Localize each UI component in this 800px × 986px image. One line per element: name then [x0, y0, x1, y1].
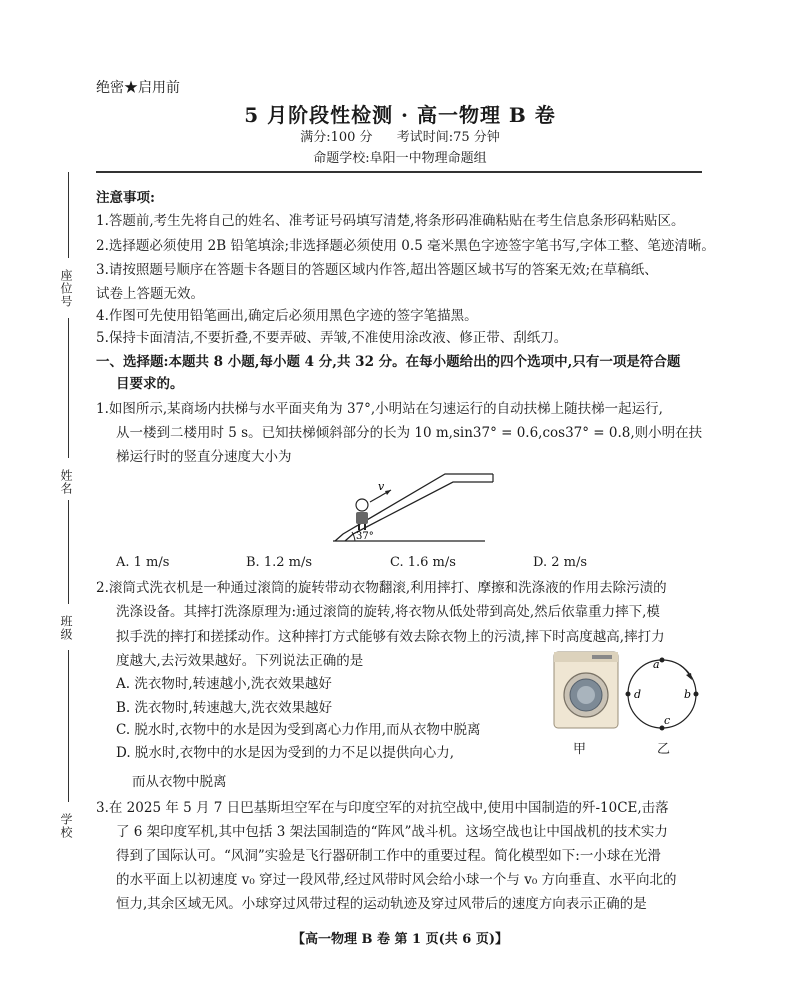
notice-heading: 注意事项:	[96, 190, 155, 206]
q2-option-c: C. 脱水时,衣物中的水是因为受到离心力作用,而从衣物中脱离	[116, 722, 481, 738]
q2-line: 度越大,去污效果越好。下列说法正确的是	[116, 653, 364, 669]
exam-meta	[0, 126, 800, 145]
header-rule	[96, 171, 702, 173]
point-a-label: a	[653, 658, 660, 671]
q1-line: 1.如图所示,某商场内扶梯与水平面夹角为 37°,小明站在匀速运行的自动扶梯上随扶梯一起运行,	[96, 401, 663, 417]
point-d-label: d	[634, 688, 642, 701]
q1-option-b: B. 1.2 m/s	[246, 555, 313, 570]
section-heading: 一、选择题:本题共 8 小题,每小题 4 分,共 32 分。在每小题给出的四个选项中,只有一项是符合题	[96, 354, 681, 370]
class-label: 班级	[59, 612, 72, 644]
q3-line: 了 6 架印度军机,其中包括 3 架法国制造的“阵风”战斗机。这场空战也让中国战机的技术实力	[116, 824, 668, 840]
confidential-mark: 绝密★启用前	[96, 80, 180, 96]
notice-item: 试卷上答题无效。	[96, 286, 204, 302]
page-footer: 【高一物理 B 卷 第 1 页(共 6 页)】	[291, 932, 509, 947]
exam-time: 考试时间:75 分钟	[396, 130, 500, 145]
notice-item: 1.答题前,考生先将自己的姓名、准考证号码填写清楚,将条形码准确粘贴在考生信息条形码粘贴区。	[96, 213, 685, 229]
figure-jia-label: 甲	[573, 742, 587, 757]
escalator-figure	[325, 462, 505, 548]
angle-label: 37°	[356, 531, 374, 542]
figure-yi-label: 乙	[657, 742, 671, 757]
q1-option-c: C. 1.6 m/s	[390, 555, 456, 570]
margin-line	[68, 500, 69, 604]
point-b-label: b	[684, 688, 692, 701]
margin-line	[68, 172, 69, 258]
q1-option-a: A. 1 m/s	[116, 555, 170, 570]
setter-school: 命题学校:阜阳一中物理命题组	[313, 151, 487, 166]
page-title: 5 月阶段性检测 · 高一物理 B 卷	[244, 103, 556, 127]
washing-machine-figure	[552, 650, 622, 730]
q2-option-b: B. 洗衣物时,转速越大,洗衣效果越好	[116, 700, 333, 716]
school-label: 学校	[59, 810, 72, 842]
q3-line: 的水平面上以初速度 v₀ 穿过一段风带,经过风带时风会给小球一个与 v₀ 方向垂直、水平向北的	[116, 872, 677, 888]
margin-line	[68, 318, 69, 458]
q2-line: 洗涤设备。其摔打洗涤原理为:通过滚筒的旋转,将衣物从低处带到高处,然后依靠重力摔下,模	[116, 604, 660, 620]
notice-item: 5.保持卡面清洁,不要折叠,不要弄破、弄皱,不准使用涂改液、修正带、刮纸刀。	[96, 330, 568, 346]
q2-option-a: A. 洗衣物时,转速越小,洗衣效果越好	[116, 676, 332, 692]
q1-option-d: D. 2 m/s	[533, 555, 588, 570]
point-c-label: c	[664, 714, 671, 727]
notice-item: 3.请按照题号顺序在答题卡各题目的答题区域内作答,超出答题区域书写的答案无效;在草稿纸、	[96, 262, 658, 278]
q1-line: 从一楼到二楼用时 5 s。已知扶梯倾斜部分的长为 10 m,sin37° = 0.6,cos37° = 0.8,则小明在扶	[116, 425, 703, 441]
q3-line: 恒力,其余区域无风。小球穿过风带过程的运动轨迹及穿过风带后的速度方向表示正确的是	[116, 896, 647, 912]
velocity-label: v	[378, 480, 385, 493]
name-label: 姓名	[59, 466, 72, 498]
q2-line: 2.滚筒式洗衣机是一种通过滚筒的旋转带动衣物翻滚,利用摔打、摩擦和洗涤液的作用去除污渍的	[96, 580, 667, 596]
notice-item: 2.选择题必须使用 2B 铅笔填涂;非选择题必须使用 0.5 毫米黑色字迹签字笔书写,字体工整、笔迹清晰。	[96, 238, 715, 254]
full-score: 满分:100 分	[300, 130, 373, 145]
seat-label: 座位号	[59, 266, 72, 311]
margin-line	[68, 650, 69, 802]
q2-line: 拟手洗的摔打和搓揉动作。这种摔打方式能够有效去除衣物上的污渍,摔下时高度越高,摔打力	[116, 629, 665, 645]
q3-line: 3.在 2025 年 5 月 7 日巴基斯坦空军在与印度空军的对抗空战中,使用中国制造的歼-10CE,击落	[96, 800, 669, 816]
drum-circle-figure	[620, 654, 710, 740]
section-heading-cont: 目要求的。	[116, 376, 184, 392]
q1-line: 梯运行时的竖直分速度大小为	[116, 449, 292, 465]
notice-item: 4.作图可先使用铅笔画出,确定后必须用黑色字迹的签字笔描黑。	[96, 308, 478, 324]
q3-line: 得到了国际认可。“风洞”实验是飞行器研制工作中的重要过程。简化模型如下:一小球在光滑	[116, 848, 661, 864]
q2-option-d: D. 脱水时,衣物中的水是因为受到的力不足以提供向心力,	[116, 745, 455, 761]
q2-option-d-cont: 而从衣物中脱离	[132, 774, 227, 790]
